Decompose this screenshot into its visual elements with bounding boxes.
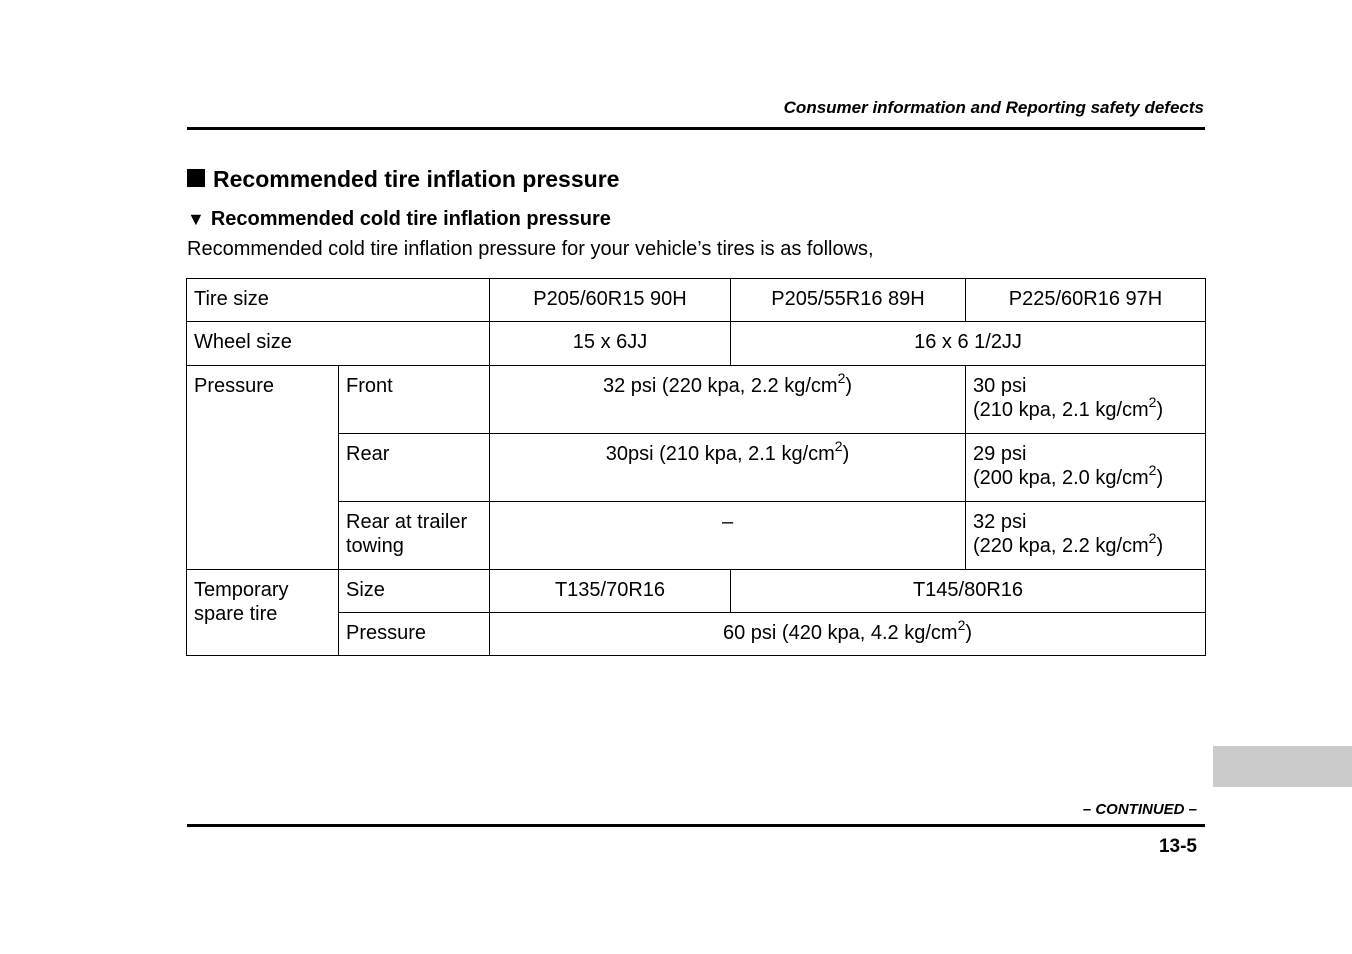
tire-size-cell: P205/60R15 90H [490, 279, 731, 322]
front-pressure-cell [490, 366, 966, 434]
table-row [187, 613, 1206, 656]
close-paren: ) [965, 622, 973, 644]
spare-label-line2: spare tire [194, 603, 278, 625]
front-pressure-alt-psi: 30 psi [973, 375, 1027, 397]
section-heading [187, 166, 619, 193]
spare-pressure-value: 60 psi (420 kpa, 4.2 kg/cm [722, 622, 958, 644]
tire-pressure-table [186, 278, 1206, 656]
table-row [187, 502, 1206, 570]
table-row [187, 570, 1206, 613]
running-header: Consumer information and Reporting safety defects [783, 98, 1204, 117]
trailer-pressure-alt-cell [966, 502, 1206, 570]
front-pressure-alt-cell [966, 366, 1206, 434]
close-paren: ) [1156, 535, 1164, 557]
spare-size-label: Size [339, 570, 490, 613]
trailer-label-line2: towing [346, 535, 404, 557]
spare-tire-label [187, 570, 339, 656]
spare-size-cell: T135/70R16 [490, 570, 731, 613]
trailer-pressure-alt-psi: 32 psi [973, 511, 1027, 533]
pressure-label: Pressure [187, 366, 339, 570]
close-paren: ) [1156, 467, 1164, 489]
footer-rule [187, 824, 1205, 827]
tire-size-cell: P225/60R16 97H [966, 279, 1206, 322]
front-pressure-value: 32 psi (220 kpa, 2.2 kg/cm [602, 375, 838, 397]
table-row [187, 322, 1206, 366]
sub-heading [187, 208, 611, 231]
superscript: 2 [1148, 530, 1157, 547]
superscript: 2 [957, 617, 966, 634]
table-row [187, 279, 1206, 322]
superscript: 2 [1148, 394, 1157, 411]
close-paren: ) [845, 375, 853, 397]
table-row [187, 434, 1206, 502]
trailer-pressure-alt-detail: (220 kpa, 2.2 kg/cm [973, 535, 1149, 557]
spare-pressure-label: Pressure [339, 613, 490, 656]
section-heading-text: Recommended tire inflation pressure [213, 166, 620, 192]
spare-pressure-cell [490, 613, 1206, 656]
rear-pressure-cell [490, 434, 966, 502]
square-bullet-icon [187, 169, 205, 187]
chapter-tab [1213, 746, 1352, 787]
rear-pressure-alt-cell [966, 434, 1206, 502]
wheel-size-cell: 16 x 6 1/2JJ [731, 322, 1206, 366]
rear-label: Rear [339, 434, 490, 502]
intro-paragraph: Recommended cold tire inflation pressure for your vehicle’s tires is as follows, [187, 238, 874, 260]
rear-pressure-alt-detail: (200 kpa, 2.0 kg/cm [973, 467, 1149, 489]
tire-size-cell: P205/55R16 89H [731, 279, 966, 322]
trailer-label [339, 502, 490, 570]
rear-pressure-alt-psi: 29 psi [973, 443, 1027, 465]
superscript: 2 [1148, 462, 1157, 479]
table-row [187, 366, 1206, 434]
wheel-size-label: Wheel size [187, 322, 490, 366]
close-paren: ) [1156, 399, 1164, 421]
trailer-pressure-cell: – [490, 502, 966, 570]
wheel-size-cell: 15 x 6JJ [490, 322, 731, 366]
page-number: 13-5 [1158, 836, 1197, 857]
spare-label-line1: Temporary [194, 579, 289, 601]
continued-note: – CONTINUED – [1082, 801, 1197, 818]
tire-size-label: Tire size [187, 279, 490, 322]
rear-pressure-value: 30psi (210 kpa, 2.1 kg/cm [605, 443, 835, 465]
front-label: Front [339, 366, 490, 434]
triangle-down-icon: ▼ [187, 209, 205, 229]
superscript: 2 [834, 438, 843, 455]
header-rule [187, 127, 1205, 130]
close-paren: ) [842, 443, 850, 465]
spare-size-cell: T145/80R16 [731, 570, 1206, 613]
superscript: 2 [837, 370, 846, 387]
front-pressure-alt-detail: (210 kpa, 2.1 kg/cm [973, 399, 1149, 421]
trailer-label-line1: Rear at trailer [346, 511, 468, 533]
sub-heading-text: Recommended cold tire inflation pressure [210, 208, 611, 230]
